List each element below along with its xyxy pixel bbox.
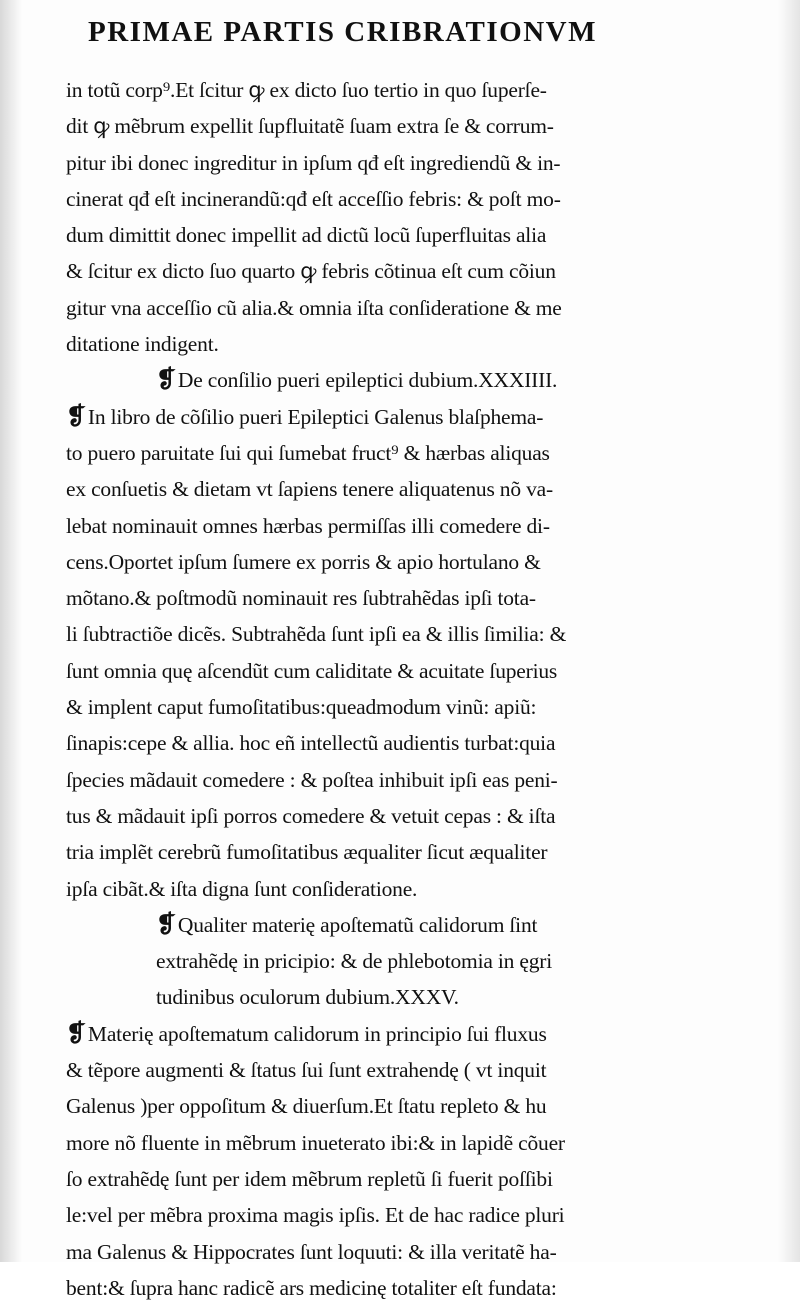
- running-header: PRIMAE PARTIS CRIBRATIONVM: [88, 16, 597, 48]
- line-text: dum dimittit donec impellit ad dictũ locũ ſuperfluitas alia: [66, 223, 547, 248]
- text-line: [66, 1197, 736, 1233]
- page-gutter-shadow: [0, 0, 22, 1262]
- line-text: li ſubtractiõe dicẽs. Subtrahẽda ſunt ipſi ea & illis ſimilia: &: [66, 622, 567, 647]
- text-line: [66, 471, 736, 507]
- text-line: [66, 290, 736, 326]
- text-line: [66, 943, 736, 979]
- text-line: [66, 253, 736, 289]
- line-text: ſunt omnia quę aſcendũt cum caliditate & acuitate ſuperius: [66, 658, 558, 683]
- text-line: [66, 798, 736, 834]
- text-line: [66, 725, 736, 761]
- paragraph-mark-icon: ❡: [156, 367, 176, 394]
- text-line: [66, 508, 736, 544]
- line-text: tria implẽt cerebrũ fumoſitatibus æqualiter ſicut æqualiter: [66, 840, 548, 865]
- line-text: le:vel per mẽbra proxima magis ipſis. Et de hac radice pluri: [66, 1203, 565, 1228]
- text-line: [66, 217, 736, 253]
- line-text: extrahẽdę in pricipio: & de phlebotomia in ęgri: [156, 949, 552, 974]
- line-text: Qualiter materię apoſtematũ calidorum ſint: [177, 912, 538, 937]
- line-text: tudinibus oculorum dubium.XXXV.: [156, 985, 459, 1010]
- line-text: ipſa cibãt.& iſta digna ſunt conſideratione.: [66, 876, 418, 901]
- text-line: [66, 544, 736, 580]
- text-line: [66, 435, 736, 471]
- line-text: De conſilio pueri epileptici dubium.XXXIIII.: [177, 368, 558, 393]
- paragraph-mark-icon: ❡: [156, 911, 176, 938]
- text-line: [66, 1270, 736, 1306]
- text-line: [66, 72, 736, 108]
- line-text: cinerat qđ eſt incinerandũ:qđ eſt acceſſio febris: & poſt mo-: [66, 186, 561, 211]
- line-text: & ſcitur ex dicto ſuo quarto ꝙ febris cõtinua eſt cum cõiun: [66, 259, 556, 284]
- line-text: more nõ fluente in mẽbrum inueterato ibi:& in lapidẽ cõuer: [66, 1130, 565, 1155]
- text-line: [66, 1016, 736, 1052]
- paragraph-mark-icon: ❡: [66, 1020, 86, 1047]
- text-line: [66, 979, 736, 1015]
- text-line: [66, 580, 736, 616]
- line-text: ditatione indigent.: [66, 332, 219, 357]
- line-text: cens.Oportet ipſum ſumere ex porris & apio hortulano &: [66, 549, 541, 574]
- text-line: [66, 108, 736, 144]
- line-text: In libro de cõſilio pueri Epileptici Galenus blaſphema-: [87, 404, 544, 429]
- text-line: [66, 689, 736, 725]
- line-text: pitur ibi donec ingreditur in ipſum qđ eſt ingrediendũ & in-: [66, 150, 561, 175]
- text-line: [66, 1161, 736, 1197]
- line-text: bent:& ſupra hanc radicẽ ars medicinę totaliter eſt fundata:: [66, 1275, 557, 1300]
- text-line: [66, 1125, 736, 1161]
- line-text: to puero paruitate ſui qui ſumebat fruct⁹ & hærbas aliquas: [66, 440, 550, 465]
- text-line: [66, 399, 736, 435]
- text-line: [66, 1088, 736, 1124]
- line-text: ma Galenus & Hippocrates ſunt loquuti: & illa veritatẽ ha-: [66, 1239, 557, 1264]
- text-line: [66, 834, 736, 870]
- line-text: ſpecies mãdauit comedere : & poſtea inhibuit ipſi eas peni-: [66, 767, 558, 792]
- line-text: gitur vna acceſſio cũ alia.& omnia iſta conſideratione & me: [66, 295, 562, 320]
- line-text: & tẽpore augmenti & ſtatus ſui ſunt extrahendę ( vt inquit: [66, 1058, 547, 1083]
- text-line: [66, 871, 736, 907]
- line-text: ſinapis:cepe & allia. hoc eñ intellectũ audientis turbat:quia: [66, 731, 556, 756]
- line-text: dit ꝙ mẽbrum expellit ſupfluitatẽ ſuam extra ſe & corrum-: [66, 114, 554, 139]
- text-line: [66, 907, 736, 943]
- text-line: [66, 762, 736, 798]
- line-text: ſo extrahẽdę ſunt per idem mẽbrum repletũ ſi fuerit poſſibi: [66, 1166, 553, 1191]
- line-text: lebat nominauit omnes hærbas permiſſas illi comedere di-: [66, 513, 550, 538]
- line-text: mõtano.& poſtmodũ nominauit res ſubtrahẽdas ipſi tota-: [66, 586, 536, 611]
- line-text: & implent caput fumoſitatibus:queadmodum vinũ: apiũ:: [66, 695, 537, 720]
- page-edge-shadow: [778, 0, 800, 1262]
- line-text: Materię apoſtematum calidorum in principio ſui fluxus: [87, 1021, 547, 1046]
- line-text: ex conſuetis & dietam vt ſapiens tenere aliquatenus nõ va-: [66, 477, 553, 502]
- text-block: [66, 72, 736, 1306]
- text-line: [66, 616, 736, 652]
- line-text: in totũ corp⁹.Et ſcitur ꝙ ex dicto ſuo tertio in quo ſuperſe-: [66, 78, 547, 102]
- text-line: [66, 1052, 736, 1088]
- text-line: [66, 1234, 736, 1270]
- text-line: [66, 326, 736, 362]
- text-line: [66, 145, 736, 181]
- line-text: tus & mãdauit ipſi porros comedere & vetuit cepas : & iſta: [66, 803, 556, 828]
- line-text: Galenus )per oppoſitum & diuerſum.Et ſtatu repleto & hu: [66, 1094, 547, 1119]
- paragraph-mark-icon: ❡: [66, 403, 86, 430]
- text-line: [66, 362, 736, 398]
- text-line: [66, 181, 736, 217]
- text-line: [66, 653, 736, 689]
